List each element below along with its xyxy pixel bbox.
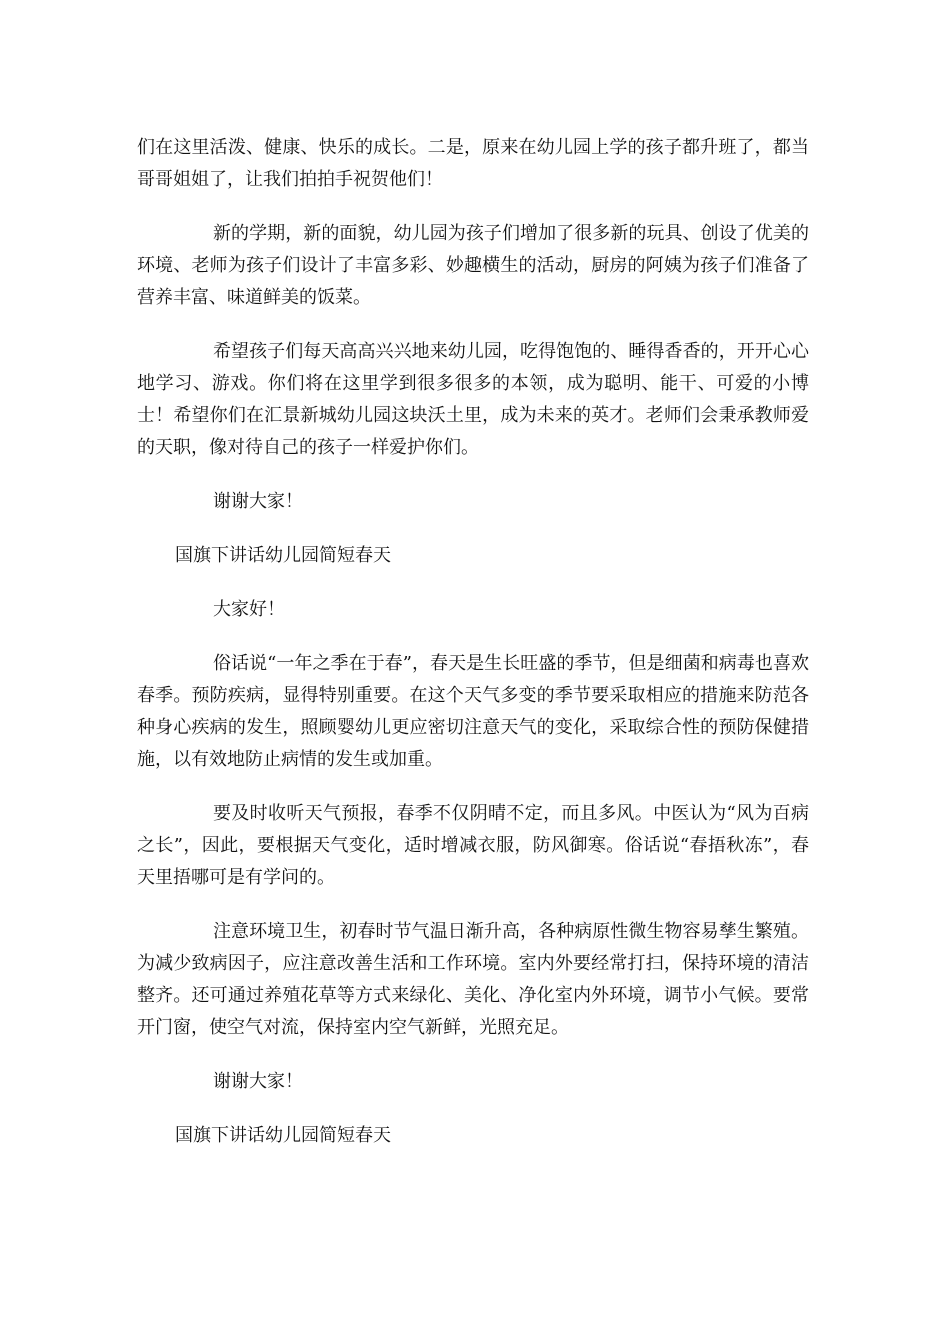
paragraph-3: 希望孩子们每天高高兴兴地来幼儿园，吃得饱饱的、睡得香香的，开开心心地学习、游戏。你们将在这里学到很多很多的本领，成为聪明、能干、可爱的小博士！希望你们在汇景新城幼儿园这块沃土里，成为未来的英才。老师们会秉承教师爱的天职，像对待自己的孩子一样爱护你们。 (137, 341, 809, 458)
paragraph-5: 要及时收听天气预报，春季不仅阴晴不定，而且多风。中医认为“风为百病之长”，因此，要根据天气变化，适时增减衣服，防风御寒。俗话说“春捂秋冻”，春天里捂哪可是有学问的。 (137, 803, 809, 888)
paragraph-6: 注意环境卫生，初春时节气温日渐升高，各种病原性微生物容易孳生繁殖。为减少致病因子，应注意改善生活和工作环境。室内外要经常打扫，保持环境的清洁整齐。还可通过养殖花草等方式来绿化、美化、净化室内外环境，调节小气候。要常开门窗，使空气对流，保持室内空气新鲜，光照充足。 (137, 921, 809, 1038)
section-heading-1: 国旗下讲话幼儿园简短春天 (175, 545, 391, 566)
closing-thanks-1: 谢谢大家！ (213, 491, 303, 512)
paragraph-1: 们在这里活泼、健康、快乐的成长。二是，原来在幼儿园上学的孩子都升班了，都当哥哥姐姐了，让我们拍拍手祝贺他们！ (137, 137, 809, 190)
section-heading-2: 国旗下讲话幼儿园简短春天 (175, 1125, 391, 1146)
paragraph-4: 俗话说“一年之季在于春”，春天是生长旺盛的季节，但是细菌和病毒也喜欢春季。预防疾病，显得特别重要。在这个天气多变的季节要采取相应的措施来防范各种身心疾病的发生，照顾婴幼儿更应密切注意天气的变化，采取综合性的预防保健措施，以有效地防止病情的发生或加重。 (137, 653, 809, 770)
closing-thanks-2: 谢谢大家！ (213, 1071, 303, 1092)
document-body (137, 132, 809, 1152)
paragraph-2: 新的学期，新的面貌，幼儿园为孩子们增加了很多新的玩具、创设了优美的环境、老师为孩子们设计了丰富多彩、妙趣横生的活动，厨房的阿姨为孩子们准备了营养丰富、味道鲜美的饭菜。 (137, 223, 809, 308)
greeting: 大家好！ (213, 599, 285, 620)
